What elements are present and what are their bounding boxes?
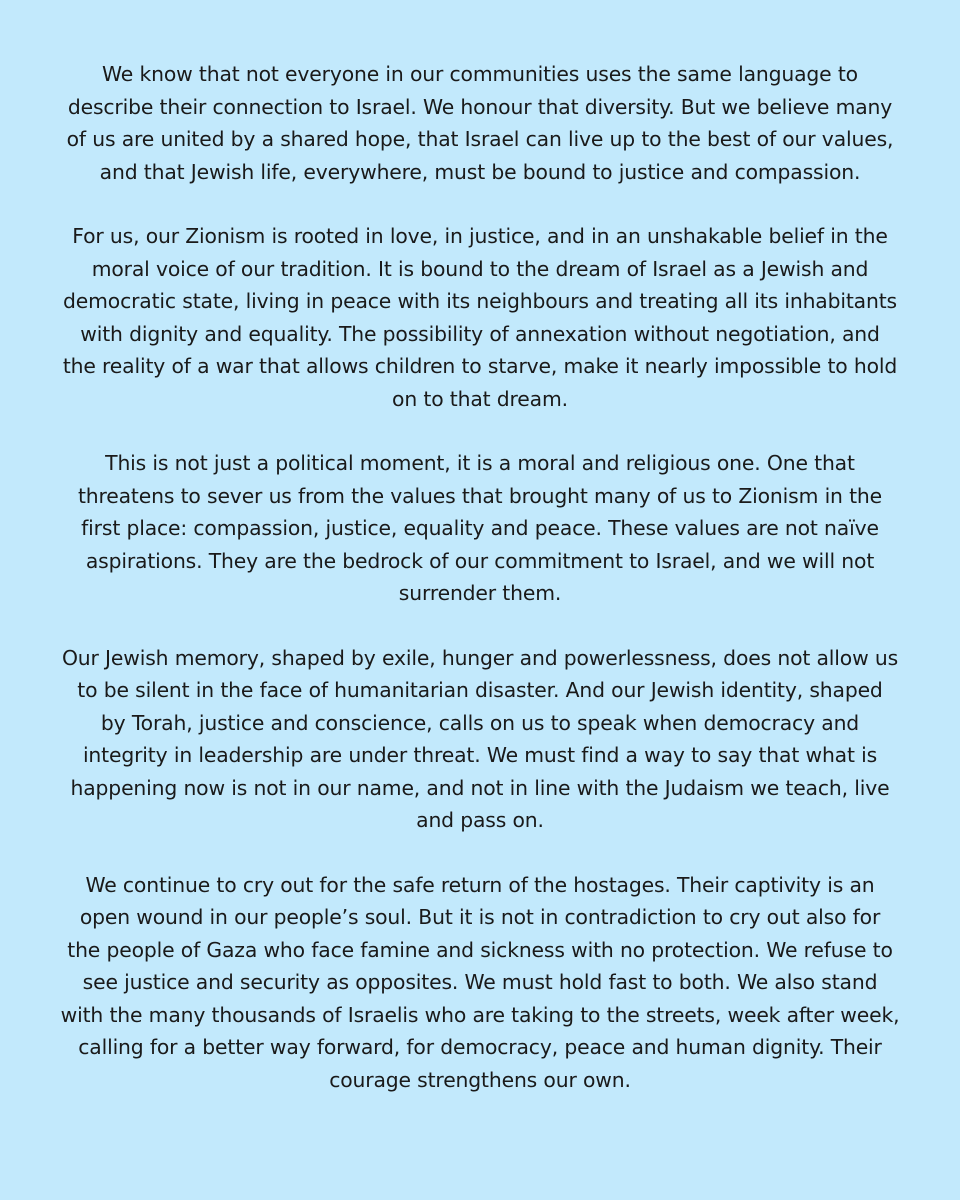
text-line: democratic state, living in peace with its neighbours and treating all its inhabitants bbox=[63, 289, 897, 313]
text-line: integrity in leadership are under threat. We must find a way to say that what is bbox=[82, 743, 878, 767]
text-line: with dignity and equality. The possibility of annexation without negotiation, and bbox=[80, 321, 880, 346]
text-line: the people of Gaza who face famine and sickness with no protection. We refuse to bbox=[67, 937, 893, 962]
text-line: open wound in our people’s soul. But it is not in contradiction to cry out also for bbox=[79, 905, 881, 929]
text-line: We know that not everyone in our communities uses the same language to bbox=[102, 62, 858, 86]
text-line: courage strengthens our own. bbox=[329, 1067, 631, 1092]
text-line: and that Jewish life, everywhere, must be bound to justice and compassion. bbox=[99, 159, 861, 184]
text-line: first place: compassion, justice, equality and peace. These values are not naïve bbox=[81, 516, 879, 540]
text-line: Our Jewish memory, shaped by exile, hunger and powerlessness, does not allow us bbox=[61, 645, 899, 670]
text-line: with the many thousands of Israelis who are taking to the streets, week after week, bbox=[60, 1002, 900, 1027]
paragraph-shared-hope bbox=[0, 58, 960, 188]
text-line: calling for a better way forward, for democracy, peace and human dignity. Their bbox=[78, 1035, 882, 1059]
text-line: by Torah, justice and conscience, calls on us to speak when democracy and bbox=[100, 710, 860, 735]
text-line: threatens to sever us from the values that brought many of us to Zionism in the bbox=[77, 483, 883, 508]
text-line: the reality of a war that allows children to starve, make it nearly impossible to hold bbox=[62, 354, 898, 378]
text-line: surrender them. bbox=[398, 581, 562, 605]
text-line: and pass on. bbox=[416, 808, 544, 832]
text-line: moral voice of our tradition. It is bound to the dream of Israel as a Jewish and bbox=[91, 256, 869, 281]
paragraph-jewish-memory bbox=[0, 642, 960, 837]
paragraph-hostages-and-gaza bbox=[0, 869, 960, 1097]
text-line: of us are united by a shared hope, that Israel can live up to the best of our values, bbox=[66, 127, 894, 151]
text-line: see justice and security as opposites. We must hold fast to both. We also stand bbox=[82, 970, 878, 994]
text-line: happening now is not in our name, and not in line with the Judaism we teach, live bbox=[70, 775, 890, 800]
paragraph-moral-moment bbox=[0, 447, 960, 610]
text-line: aspirations. They are the bedrock of our commitment to Israel, and we will not bbox=[85, 548, 875, 573]
text-line: This is not just a political moment, it is a moral and religious one. One that bbox=[105, 451, 855, 475]
text-line: to be silent in the face of humanitarian disaster. And our Jewish identity, shaped bbox=[77, 678, 883, 702]
paragraph-zionism bbox=[0, 220, 960, 415]
text-line: For us, our Zionism is rooted in love, in justice, and in an unshakable belief in the bbox=[72, 224, 888, 248]
text-line: We continue to cry out for the safe return of the hostages. Their captivity is an bbox=[85, 872, 875, 897]
text-line: describe their connection to Israel. We honour that diversity. But we believe many bbox=[67, 94, 893, 119]
text-line: on to that dream. bbox=[392, 386, 568, 411]
